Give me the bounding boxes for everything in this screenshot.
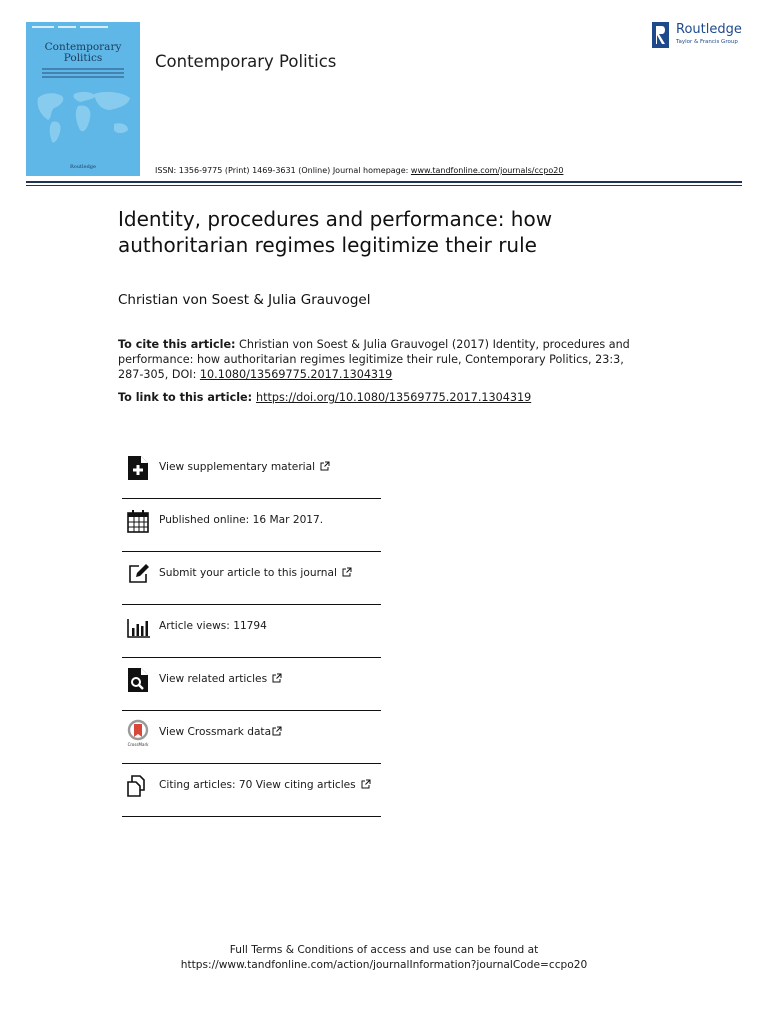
related-label: View related articles	[159, 673, 268, 685]
supplementary-label: View supplementary material	[159, 461, 316, 473]
published-label: Published online: 16 Mar 2017.	[159, 514, 324, 526]
header-rule	[26, 181, 742, 183]
routledge-logo-icon	[652, 22, 669, 48]
list-item-label	[159, 567, 352, 579]
crossmark-label: View Crossmark data	[159, 726, 272, 738]
journal-title[interactable]: Contemporary Politics	[155, 52, 337, 71]
issn-text: ISSN: 1356-9775 (Print) 1469-3631 (Online) Journal homepage:	[155, 166, 411, 175]
bar-chart-icon	[126, 613, 150, 641]
journal-cover-image	[26, 22, 140, 176]
supplementary-material-icon	[126, 454, 150, 482]
link-label: To link to this article:	[118, 391, 256, 404]
crossmark-caption: CrossMark	[127, 742, 149, 747]
edit-icon	[126, 560, 150, 588]
external-link-icon	[342, 567, 352, 577]
list-item-crossmark[interactable]	[122, 711, 381, 764]
list-item-views	[122, 605, 381, 658]
header-rule-thin	[26, 185, 742, 186]
cover-top-strip	[32, 26, 134, 30]
doi-link[interactable]: 10.1080/13569775.2017.1304319	[199, 368, 393, 381]
list-item-citing[interactable]	[122, 764, 381, 817]
cover-title: Contemporary Politics	[44, 41, 122, 64]
external-link-icon	[320, 461, 330, 471]
crossmark-icon	[126, 719, 150, 747]
citing-articles-icon	[126, 772, 150, 800]
article-authors: Christian von Soest & Julia Grauvogel	[118, 292, 371, 308]
article-url-link[interactable]: https://doi.org/10.1080/13569775.2017.1304319	[256, 391, 532, 404]
journal-homepage-link[interactable]: www.tandfonline.com/journals/ccpo20	[410, 166, 564, 175]
article-info-list	[122, 446, 381, 817]
footer-terms	[0, 943, 768, 973]
publisher-name: Routledge	[676, 22, 742, 37]
external-link-icon	[272, 726, 282, 736]
cover-publisher-mark: Routledge	[70, 164, 96, 170]
list-item-submit[interactable]	[122, 552, 381, 605]
list-item-published	[122, 499, 381, 552]
world-map-graphic	[30, 84, 136, 148]
publisher-group: Taylor & Francis Group	[676, 39, 738, 45]
citation-block	[118, 337, 638, 382]
list-item-related[interactable]	[122, 658, 381, 711]
article-title: Identity, procedures and performance: how authoritarian regimes legitimize their rule	[118, 207, 553, 257]
citing-label: Citing articles: 70 View citing articles	[159, 779, 356, 791]
list-item-supplementary[interactable]	[122, 446, 381, 499]
calendar-icon	[126, 507, 150, 535]
link-block	[118, 391, 531, 404]
list-item-label	[159, 673, 282, 685]
list-item-label	[159, 461, 330, 473]
list-item-label	[159, 726, 282, 738]
footer-line-1: Full Terms & Conditions of access and use can be found at	[229, 944, 539, 956]
issn-line	[155, 166, 563, 175]
cite-text: Christian von Soest & Julia Grauvogel (2017) Identity, procedures and performance: how authoritarian regimes legitimize their rule, Contemporary Politics, 23:3, 287-305, DOI:	[118, 338, 630, 381]
submit-label: Submit your article to this journal	[159, 567, 337, 579]
cover-subtitle-lines	[42, 68, 124, 80]
external-link-icon	[272, 673, 282, 683]
cite-label: To cite this article:	[118, 338, 236, 351]
views-label: Article views: 11794	[159, 620, 267, 632]
footer-terms-link[interactable]: https://www.tandfonline.com/action/journalInformation?journalCode=ccpo20	[180, 959, 588, 971]
external-link-icon	[361, 779, 371, 789]
search-document-icon	[126, 666, 150, 694]
list-item-label	[159, 779, 371, 791]
